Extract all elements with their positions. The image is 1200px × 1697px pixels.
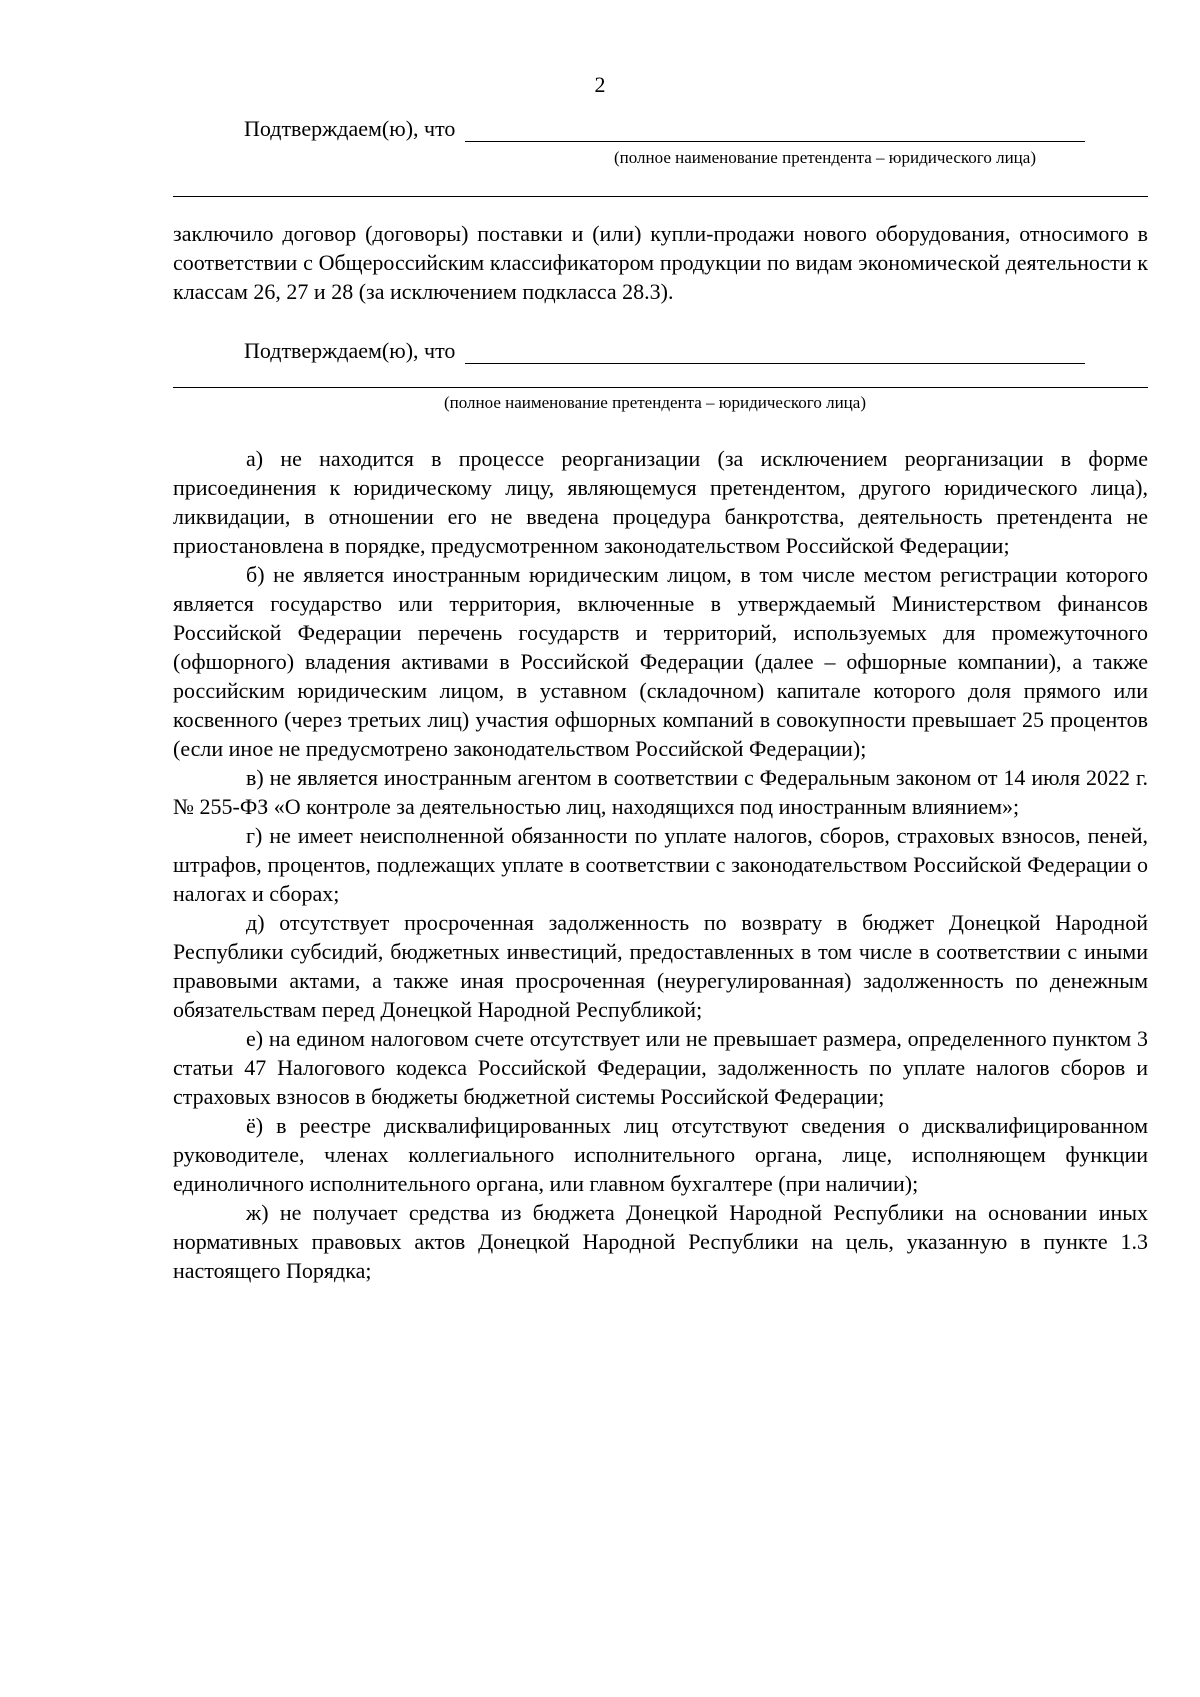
condition-item-zh: ж) не получает средства из бюджета Донецкой Народной Республики на основании иных нормативных правовых актов Донецкой Народной Республики на цель, указанную в пункте 1.3 настоящего Порядка;	[173, 1200, 1148, 1283]
applicant-name-blank[interactable]	[465, 343, 1085, 364]
applicant-name-line[interactable]	[173, 196, 1148, 197]
confirm-line-1	[244, 116, 1085, 142]
condition-item-b: б) не является иностранным юридическим лицом, в том числе местом регистрации которого является государство или территория, включенные в утверждаемый Министерством финансов Российской Федерации перечень государств и территорий, используемых для промежуточного (офшорного) владения активами в Российской Федерации (далее – офшорные компании), а также российским юридическим лицом, в уставном (складочном) капитале которого доля прямого или косвенного (через третьих лиц) участия офшорных компаний в совокупности превышает 25 процентов (если иное не предусмотрено законодательством Российской Федерации);	[173, 562, 1148, 761]
confirm-line-2	[244, 338, 1085, 364]
applicant-name-blank[interactable]	[465, 121, 1085, 142]
page-number: 2	[594, 72, 606, 97]
conditions-list	[173, 444, 1148, 1285]
condition-item-yo: ё) в реестре дисквалифицированных лиц отсутствуют сведения о дисквалифицированном руководителе, членах коллегиального исполнительного органа, лице, исполняющем функции единоличного исполнительного органа, или главном бухгалтере (при наличии);	[173, 1113, 1148, 1196]
confirm-label: Подтверждаем(ю), что	[244, 116, 456, 141]
contract-paragraph	[173, 219, 1148, 306]
condition-item-g: г) не имеет неисполненной обязанности по уплате налогов, сборов, страховых взносов, пеней, штрафов, процентов, подлежащих уплате в соответствии с законодательством Российской Федерации о налогах и сборах;	[173, 823, 1148, 906]
confirm-label: Подтверждаем(ю), что	[244, 338, 456, 363]
condition-item-a: а) не находится в процессе реорганизации (за исключением реорганизации в форме присоединения к юридическому лицу, являющемуся претендентом, другого юридического лица), ликвидации, в отношении его не введена процедура банкротства, деятельность претендента не приостановлена в порядке, предусмотренном законодательством Российской Федерации;	[173, 446, 1148, 558]
applicant-name-line[interactable]	[173, 387, 1148, 388]
condition-item-e: е) на едином налоговом счете отсутствует или не превышает размера, определенного пунктом 3 статьи 47 Налогового кодекса Российской Федерации, задолженность по уплате налогов сборов и страховых взносов в бюджеты бюджетной системы Российской Федерации;	[173, 1026, 1148, 1109]
contract-text: заключило договор (договоры) поставки и (или) купли-продажи нового оборудования, относимого в соответствии с Общероссийским классификатором продукции по видам экономической деятельности к классам 26, 27 и 28 (за исключением подкласса 28.3).	[173, 221, 1148, 304]
condition-item-v: в) не является иностранным агентом в соответствии с Федеральным законом от 14 июля 2022 г. № 255-ФЗ «О контроле за деятельностью лиц, находящихся под иностранным влиянием»;	[173, 765, 1148, 819]
applicant-caption: (полное наименование претендента – юридического лица)	[614, 148, 1036, 167]
condition-item-d: д) отсутствует просроченная задолженность по возврату в бюджет Донецкой Народной Республики субсидий, бюджетных инвестиций, предоставленных в том числе в соответствии с иными правовыми актами, а также иная просроченная (неурегулированная) задолженность по денежным обязательствам перед Донецкой Народной Республикой;	[173, 910, 1148, 1022]
applicant-caption: (полное наименование претендента – юридического лица)	[444, 393, 866, 412]
